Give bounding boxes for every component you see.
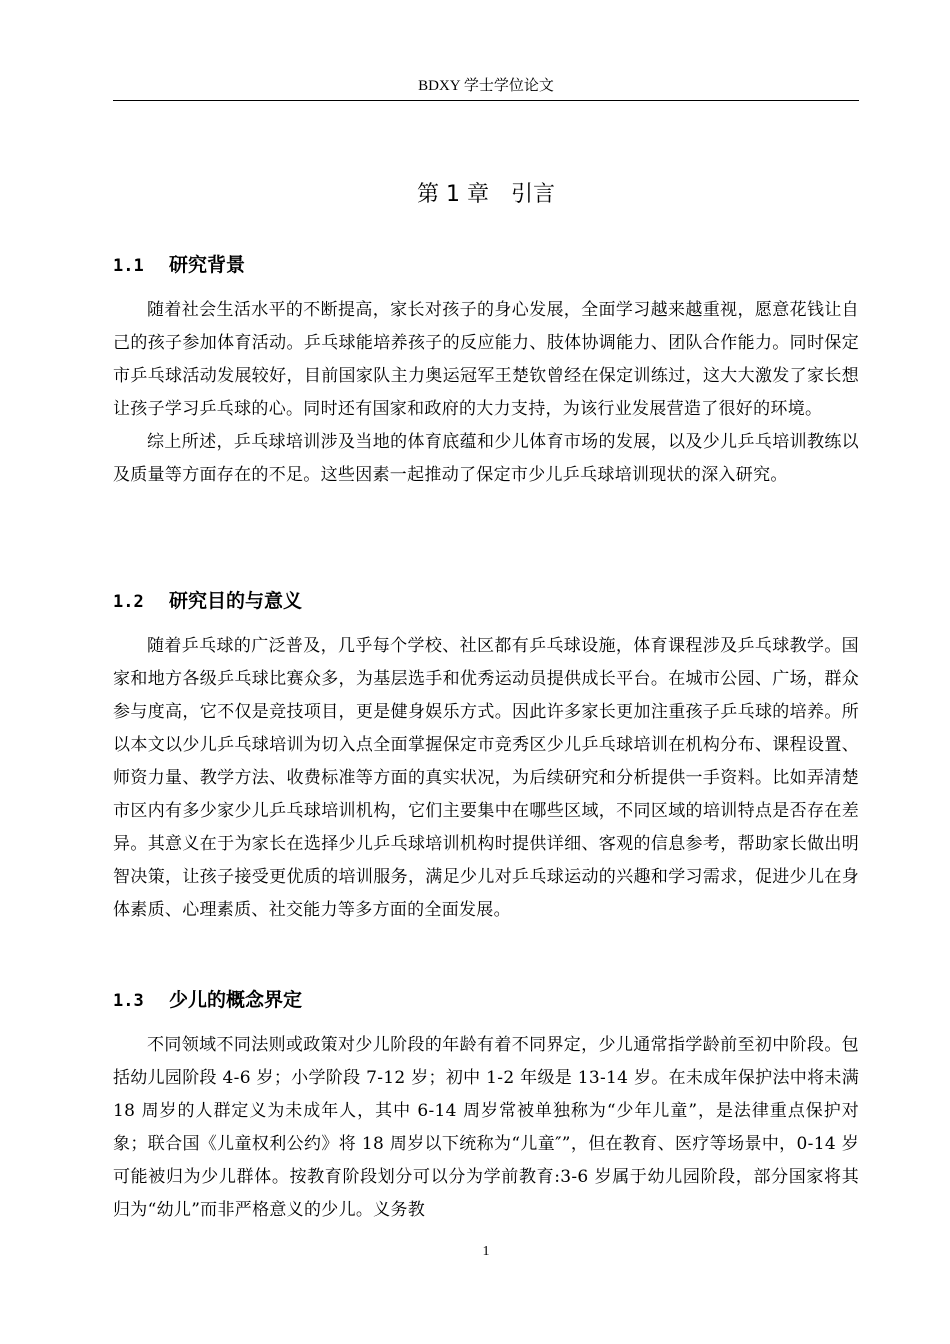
paragraph: 随着乒乓球的广泛普及，几乎每个学校、社区都有乒乓球设施，体育课程涉及乒乓球教学。国家和地方各级乒乓球比赛众多，为基层选手和优秀运动员提供成长平台。在城市公园、广场，群众参与度高，它不仅是竞技项目，更是健身娱乐方式。因此许多家长更加注重孩子乒乓球的培养。所以本文以少儿乒乓球培训为切入点全面掌握保定市竞秀区少儿乒乓球培训在机构分布、课程设置、师资力量、教学方法、收费标准等方面的真实状况，为后续研究和分析提供一手资料。比如弄清楚市区内有多少家少儿乒乓球培训机构，它们主要集中在哪些区域，不同区域的培训特点是否存在差异。其意义在于为家长在选择少儿乒乓球培训机构时提供详细、客观的信息参考，帮助家长做出明智决策，让孩子接受更优质的培训服务，满足少儿对乒乓球运动的兴趣和学习需求，促进少儿在身体素质、心理素质、社交能力等多方面的全面发展。: [113, 636, 859, 920]
section-title: 研究背景: [169, 254, 246, 276]
paragraph: 综上所述，乒乓球培训涉及当地的体育底蕴和少儿体育市场的发展，以及少儿乒乓培训教练以及质量等方面存在的不足。这些因素一起推动了保定市少儿乒乓球培训现状的深入研究。: [113, 432, 859, 485]
running-header: BDXY 学士学位论文: [418, 78, 554, 94]
section-1-1: [113, 252, 859, 492]
section-number: 1.3: [113, 991, 144, 1011]
section-1-3: [113, 987, 859, 1227]
section-heading: [113, 588, 859, 615]
section-title: 研究目的与意义: [169, 590, 303, 612]
chapter-title: 第 1 章 引言: [417, 182, 555, 207]
paragraph: 随着社会生活水平的不断提高，家长对孩子的身心发展，全面学习越来越重视，愿意花钱让自己的孩子参加体育活动。乒乓球能培养孩子的反应能力、肢体协调能力、团队合作能力。同时保定市乒乓球活动发展较好，目前国家队主力奥运冠军王楚钦曾经在保定训练过，这大大激发了家长想让孩子学习乒乓球的心。同时还有国家和政府的大力支持，为该行业发展营造了很好的环境。: [113, 300, 859, 419]
section-heading: [113, 252, 859, 279]
section-number: 1.2: [113, 592, 144, 612]
page-number: 1: [482, 1244, 490, 1259]
section-number: 1.1: [113, 256, 144, 276]
section-1-2: [113, 588, 859, 927]
section-heading: [113, 987, 859, 1014]
header-divider: [113, 100, 859, 101]
paragraph: 不同领域不同法则或政策对少儿阶段的年龄有着不同界定，少儿通常指学龄前至初中阶段。包括幼儿园阶段 4-6 岁；小学阶段 7-12 岁；初中 1-2 年级是 13-14 岁。在未成年保护法中将未满 18 周岁的人群定义为未成年人，其中 6-14 周岁常被单独称为“少年儿童”，是法律重点保护对象；联合国《儿童权利公约》将 18 周岁以下统称为“儿童″”，但在教育、医疗等场景中，0-14 岁可能被归为少儿群体。按教育阶段划分可以分为学前教育:3-6 岁属于幼儿园阶段，部分国家将其归为“幼儿”而非严格意义的少儿。义务教: [113, 1035, 859, 1220]
section-title: 少儿的概念界定: [169, 989, 303, 1011]
